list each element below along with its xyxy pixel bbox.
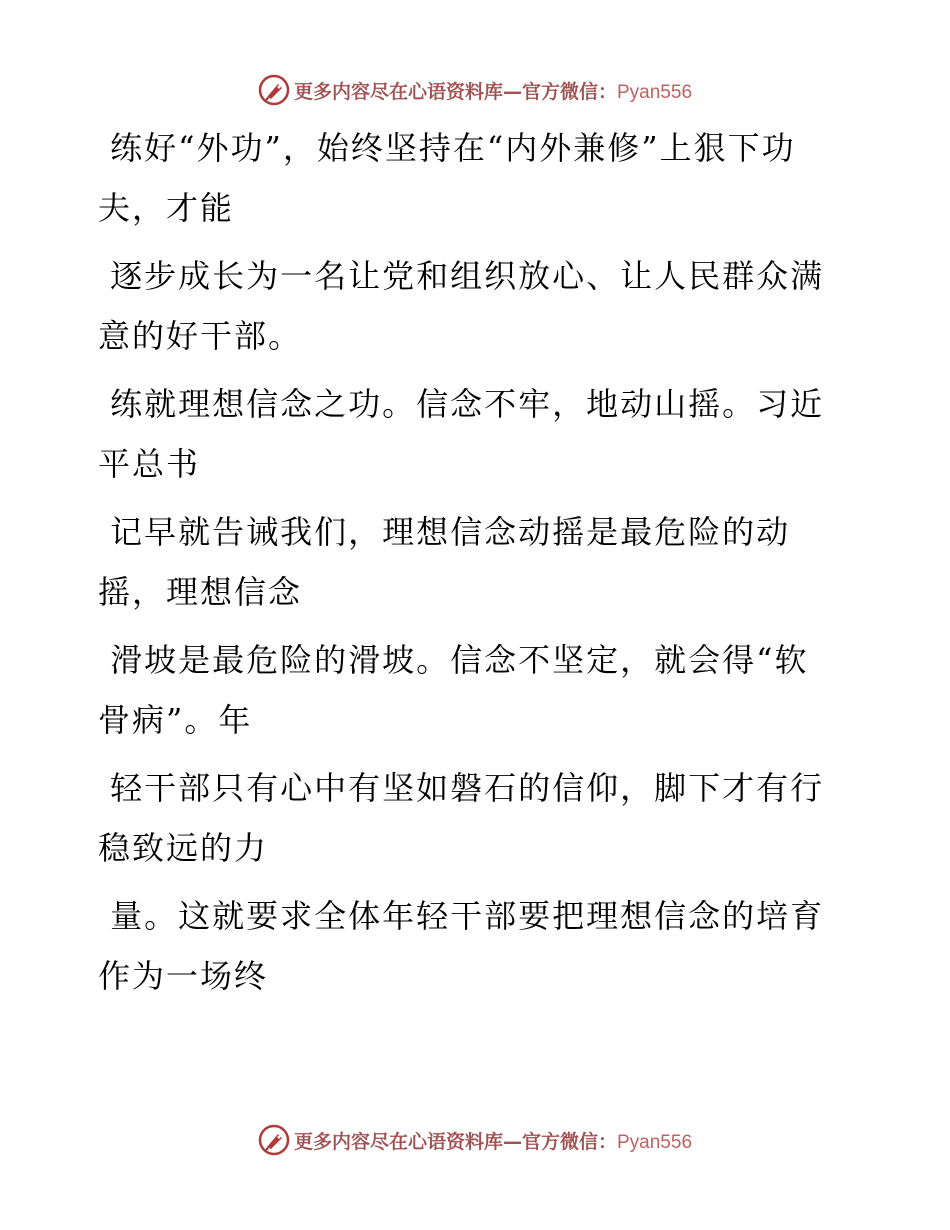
header-banner-text [294,77,692,104]
header-banner-label: 更多内容尽在心语资料库—官方微信： [293,80,617,103]
paragraph-line: 记早就告诫我们，理想信念动摇是最危险的动摇，理想信念 [98,513,791,611]
paragraph-line: 练就理想信念之功。信念不牢，地动山摇。习近平总书 [98,385,825,483]
header-banner-handle: Pyan556 [617,81,693,103]
paragraph-line: 逐步成长为一名让党和组织放心、让人民群众满意的好干部。 [98,257,825,355]
document-body [98,118,838,1014]
header-banner [0,70,950,110]
footer-banner [0,1120,950,1160]
pen-nib-seal-icon [258,1124,290,1156]
footer-banner-label: 更多内容尽在心语资料库—官方微信： [293,1130,617,1153]
paragraph-line: 练好“外功”，始终坚持在“内外兼修”上狠下功夫，才能 [98,129,796,227]
paragraph-line: 滑坡是最危险的滑坡。信念不坚定，就会得“软骨病”。年 [98,641,809,739]
footer-banner-text [294,1127,692,1154]
paragraph-line: 量。这就要求全体年轻干部要把理想信念的培育作为一场终 [98,897,825,995]
pen-nib-seal-icon [258,74,290,106]
footer-banner-handle: Pyan556 [617,1131,693,1153]
paragraph-line: 轻干部只有心中有坚如磐石的信仰，脚下才有行稳致远的力 [98,769,825,867]
